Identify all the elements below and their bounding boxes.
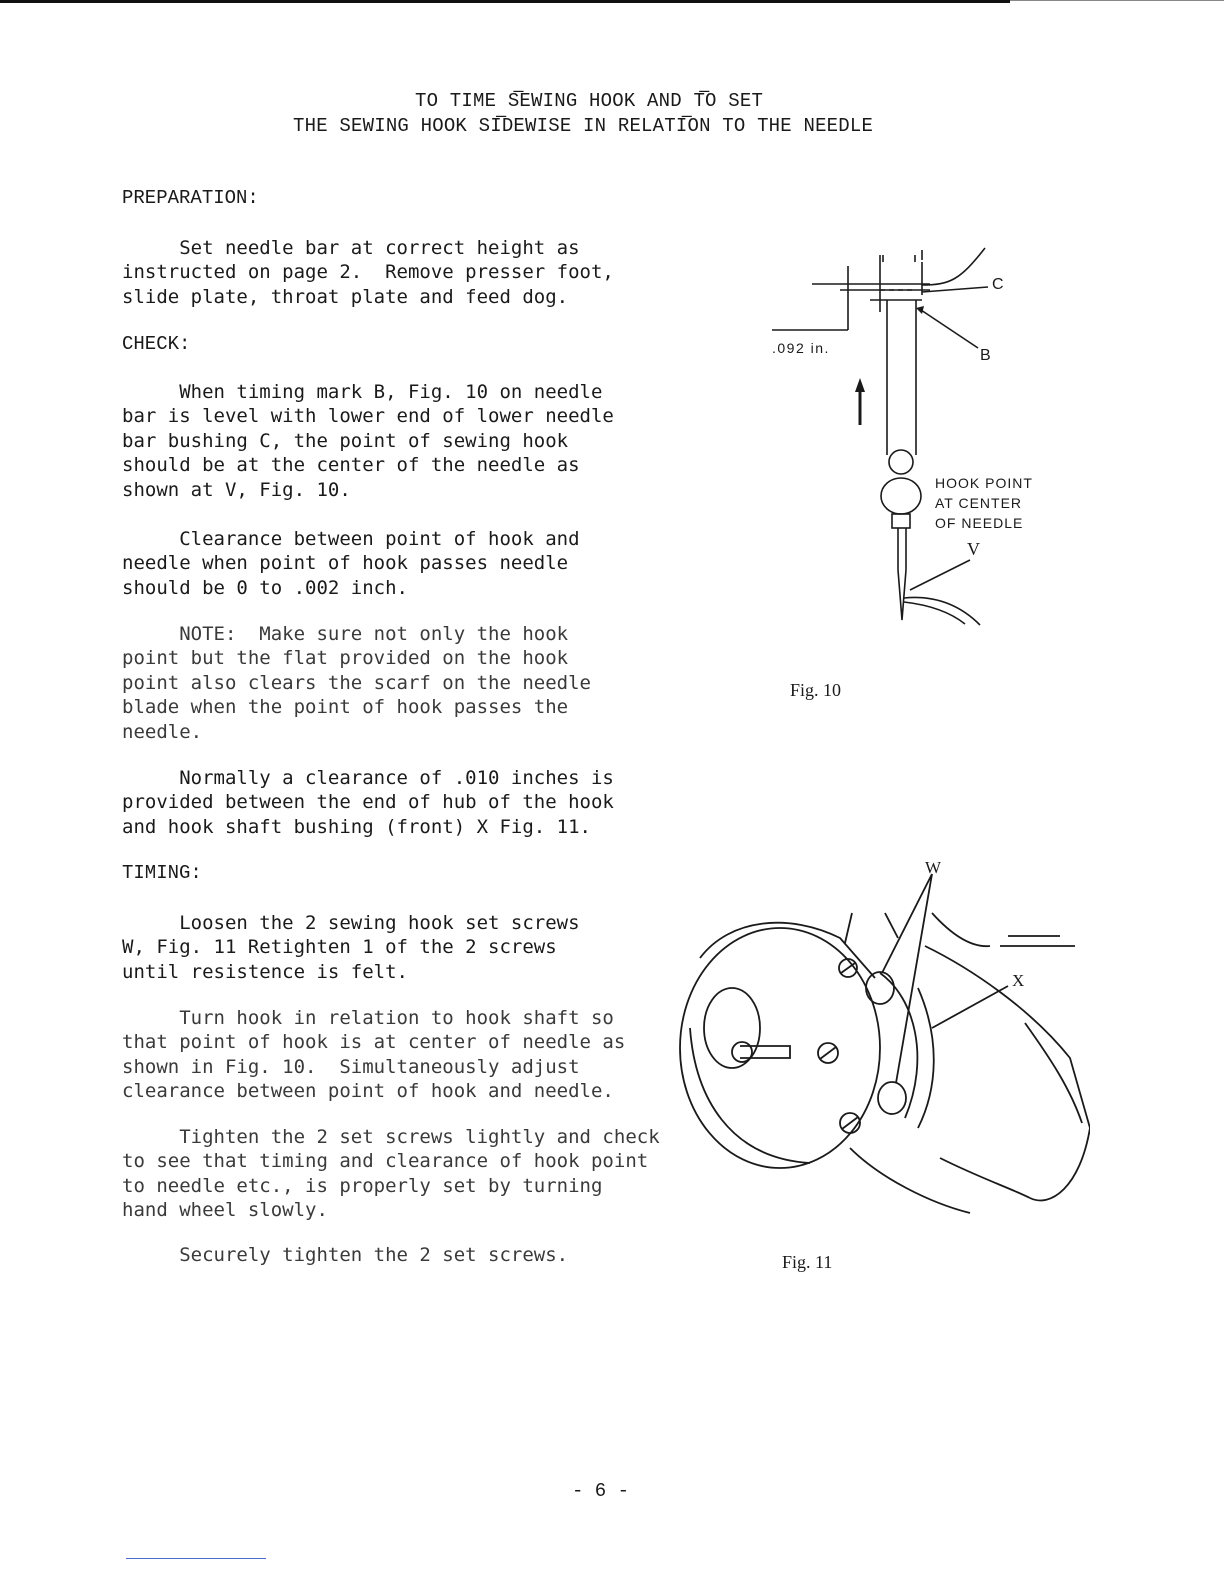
footer-rule <box>126 1558 266 1559</box>
up-arrow-head <box>855 378 865 392</box>
label-v: V <box>967 539 980 559</box>
x-leader <box>932 986 1008 1028</box>
timing-heading: TIMING: <box>122 862 202 884</box>
needle-clamp <box>881 478 921 514</box>
timing-paragraph-1: Loosen the 2 sewing hook set screws W, Fig. 11 Retighten 1 of the 2 screws until resistence is felt. <box>122 912 580 983</box>
set-screw-w2 <box>878 1082 906 1114</box>
hook-body <box>680 928 880 1168</box>
scan-top-edge-thin <box>1010 0 1224 1</box>
v-leader <box>910 560 970 590</box>
hook-shaft-stub <box>740 1046 790 1058</box>
label-hook-point-3: OF NEEDLE <box>935 515 1024 531</box>
set-screw-w1 <box>866 972 894 1004</box>
bushing-c-curve <box>922 248 985 285</box>
timing-paragraph-4: Securely tighten the 2 set screws. <box>122 1244 569 1266</box>
timing-paragraph-3: Tighten the 2 set screws lightly and check to see that timing and clearance of hook point to needle etc., is properly set by turning hand wheel slowly. <box>122 1126 660 1222</box>
check-paragraph-1: When timing mark B, Fig. 10 on needle bar is level with lower end of lower needle bar bushing C, the point of sewing hook should be at the center of the needle as shown at V, Fig. 10. <box>122 381 614 501</box>
check-heading: CHECK: <box>122 333 191 355</box>
label-x: X <box>1012 971 1025 990</box>
label-dimension: .092 in. <box>772 340 830 356</box>
preparation-paragraph: Set needle bar at correct height as instructed on page 2. Remove presser foot, slide plate, throat plate and feed dog. <box>122 237 614 308</box>
figure-10-caption: Fig. 10 <box>790 680 842 700</box>
mark-b-leader <box>918 308 978 348</box>
check-paragraph-2: Clearance between point of hook and needle when point of hook passes needle should be 0 to .002 inch. <box>122 528 580 599</box>
label-hook-point-2: AT CENTER <box>935 495 1023 511</box>
figure-11-diagram <box>670 858 1090 1238</box>
check-note: NOTE: Make sure not only the hook point but the flat provided on the hook point also clears the scarf on the needle blade when the point of hook passes the needle. <box>122 623 591 743</box>
figure-10-diagram <box>760 240 1060 640</box>
page-title-line-2: THE SEWING HOOK SI͞DEWISE IN RELATI͞ON TO THE NEEDLE <box>293 115 874 137</box>
label-hook-point-1: HOOK POINT <box>935 475 1033 491</box>
check-paragraph-3: Normally a clearance of .010 inches is provided between the end of hub of the hook and hook shaft bushing (front) X Fig. 11. <box>122 767 614 838</box>
page-number: - 6 - <box>572 1480 630 1502</box>
label-c: C <box>992 276 1004 293</box>
figure-11-caption: Fig. 11 <box>782 1252 833 1272</box>
label-b: B <box>980 347 991 364</box>
page-title-line-1: TO TIME S͞EWING HOOK AND T͞O SET <box>415 90 764 112</box>
label-w: W <box>925 858 942 877</box>
preparation-heading: PREPARATION: <box>122 187 259 209</box>
timing-paragraph-2: Turn hook in relation to hook shaft so that point of hook is at center of needle as shown in Fig. 10. Simultaneously adjust clearance between point of hook and needle. <box>122 1007 626 1103</box>
scan-top-edge <box>0 0 1010 3</box>
w-leader-2 <box>896 874 932 1083</box>
